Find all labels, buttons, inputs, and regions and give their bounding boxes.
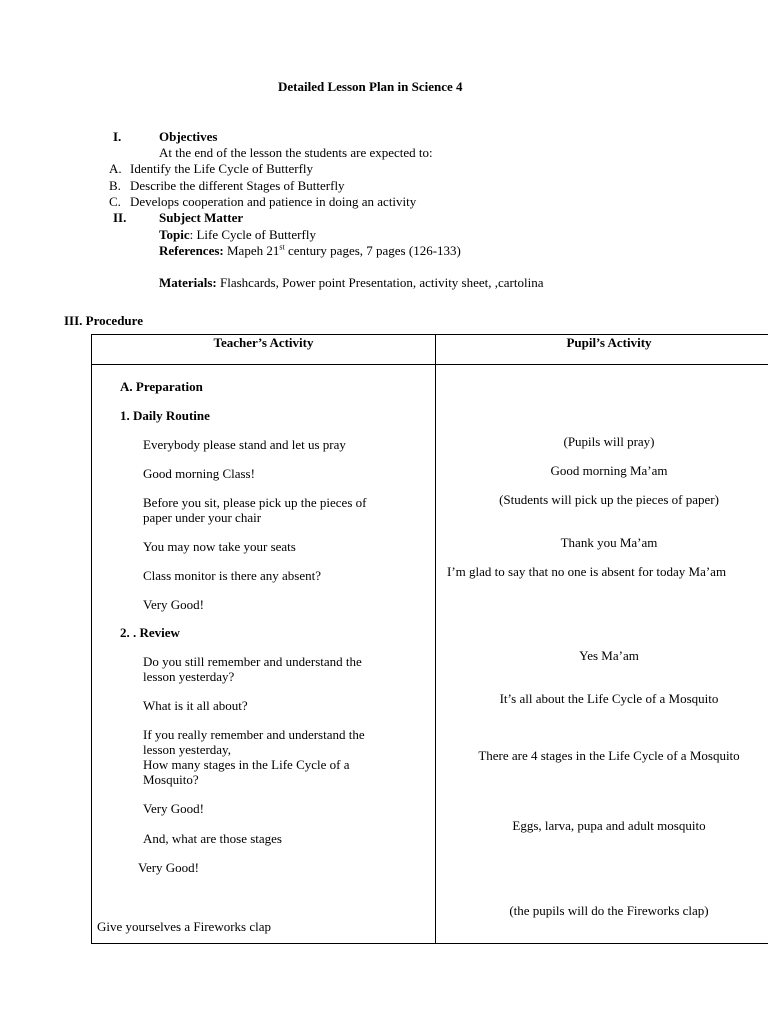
- objective-letter-b: B.: [109, 178, 121, 193]
- materials-value: Flashcards, Power point Presentation, activity sheet, ,cartolina: [216, 275, 544, 290]
- teacher-line: Give yourselves a Fireworks clap: [97, 919, 272, 934]
- pupil-line: Thank you Ma’am: [560, 535, 658, 550]
- teacher-line: Very Good!: [143, 597, 205, 612]
- references-value-post: century pages, 7 pages (126-133): [284, 243, 461, 258]
- objective-item-b: Describe the different Stages of Butterfly: [130, 178, 345, 193]
- objectives-numeral: I.: [113, 129, 122, 144]
- teacher-line: What is it all about?: [143, 698, 248, 713]
- references-label: References:: [159, 243, 224, 258]
- pupil-line: It’s all about the Life Cycle of a Mosquito: [499, 691, 719, 706]
- table-column-divider: [435, 335, 436, 943]
- pupil-line: There are 4 stages in the Life Cycle of a Mosquito: [478, 748, 740, 763]
- teacher-line: Before you sit, please pick up the pieces of: [143, 495, 367, 510]
- teacher-line: Do you still remember and understand the: [143, 654, 362, 669]
- references-value: Mapeh 21: [223, 243, 280, 258]
- teacher-column-header: Teacher’s Activity: [213, 335, 314, 350]
- objective-item-a: Identify the Life Cycle of Butterfly: [130, 161, 314, 176]
- objectives-heading: Objectives: [159, 129, 218, 144]
- pupil-column-header: Pupil’s Activity: [566, 335, 652, 350]
- review-heading: 2. . Review: [120, 625, 180, 640]
- preparation-heading: A. Preparation: [120, 379, 203, 394]
- topic-value: : Life Cycle of Butterfly: [189, 227, 316, 242]
- objective-letter-c: C.: [109, 194, 121, 209]
- pupil-line: (the pupils will do the Fireworks clap): [509, 903, 709, 918]
- teacher-line: How many stages in the Life Cycle of a: [143, 757, 350, 772]
- table-header-divider: [92, 364, 768, 365]
- teacher-line: lesson yesterday,: [143, 742, 231, 757]
- topic-label: Topic: [159, 227, 190, 242]
- procedure-table: [91, 334, 768, 944]
- references-sup: st: [279, 242, 285, 252]
- teacher-line: You may now take your seats: [143, 539, 296, 554]
- teacher-line: If you really remember and understand the: [143, 727, 365, 742]
- teacher-line: Everybody please stand and let us pray: [143, 437, 346, 452]
- subject-matter-numeral: II.: [113, 210, 127, 225]
- topic-line: [159, 227, 316, 243]
- pupil-line: Good morning Ma’am: [550, 463, 668, 478]
- pupil-line: (Pupils will pray): [563, 434, 655, 449]
- teacher-line: Good morning Class!: [143, 466, 255, 481]
- objective-letter-a: A.: [109, 161, 122, 176]
- objective-item-c: Develops cooperation and patience in doing an activity: [130, 194, 417, 209]
- procedure-heading: III. Procedure: [64, 313, 143, 328]
- teacher-line: lesson yesterday?: [143, 669, 235, 684]
- references-line: [159, 243, 461, 259]
- daily-routine-heading: 1. Daily Routine: [120, 408, 210, 423]
- objectives-intro: At the end of the lesson the students are expected to:: [159, 145, 433, 160]
- pupil-line: Yes Ma’am: [579, 648, 639, 663]
- teacher-line: Mosquito?: [143, 772, 199, 787]
- pupil-line: I’m glad to say that no one is absent for today Ma’am: [447, 564, 727, 579]
- teacher-line: Very Good!: [143, 801, 205, 816]
- document-title: Detailed Lesson Plan in Science 4: [278, 79, 463, 94]
- teacher-line: And, what are those stages: [143, 831, 282, 846]
- materials-line: [159, 275, 544, 291]
- pupil-line: (Students will pick up the pieces of paper): [499, 492, 719, 507]
- pupil-line: Eggs, larva, pupa and adult mosquito: [512, 818, 706, 833]
- subject-matter-heading: Subject Matter: [159, 210, 244, 225]
- teacher-line: paper under your chair: [143, 510, 262, 525]
- teacher-line: Class monitor is there any absent?: [143, 568, 321, 583]
- materials-label: Materials:: [159, 275, 217, 290]
- teacher-line: Very Good!: [138, 860, 200, 875]
